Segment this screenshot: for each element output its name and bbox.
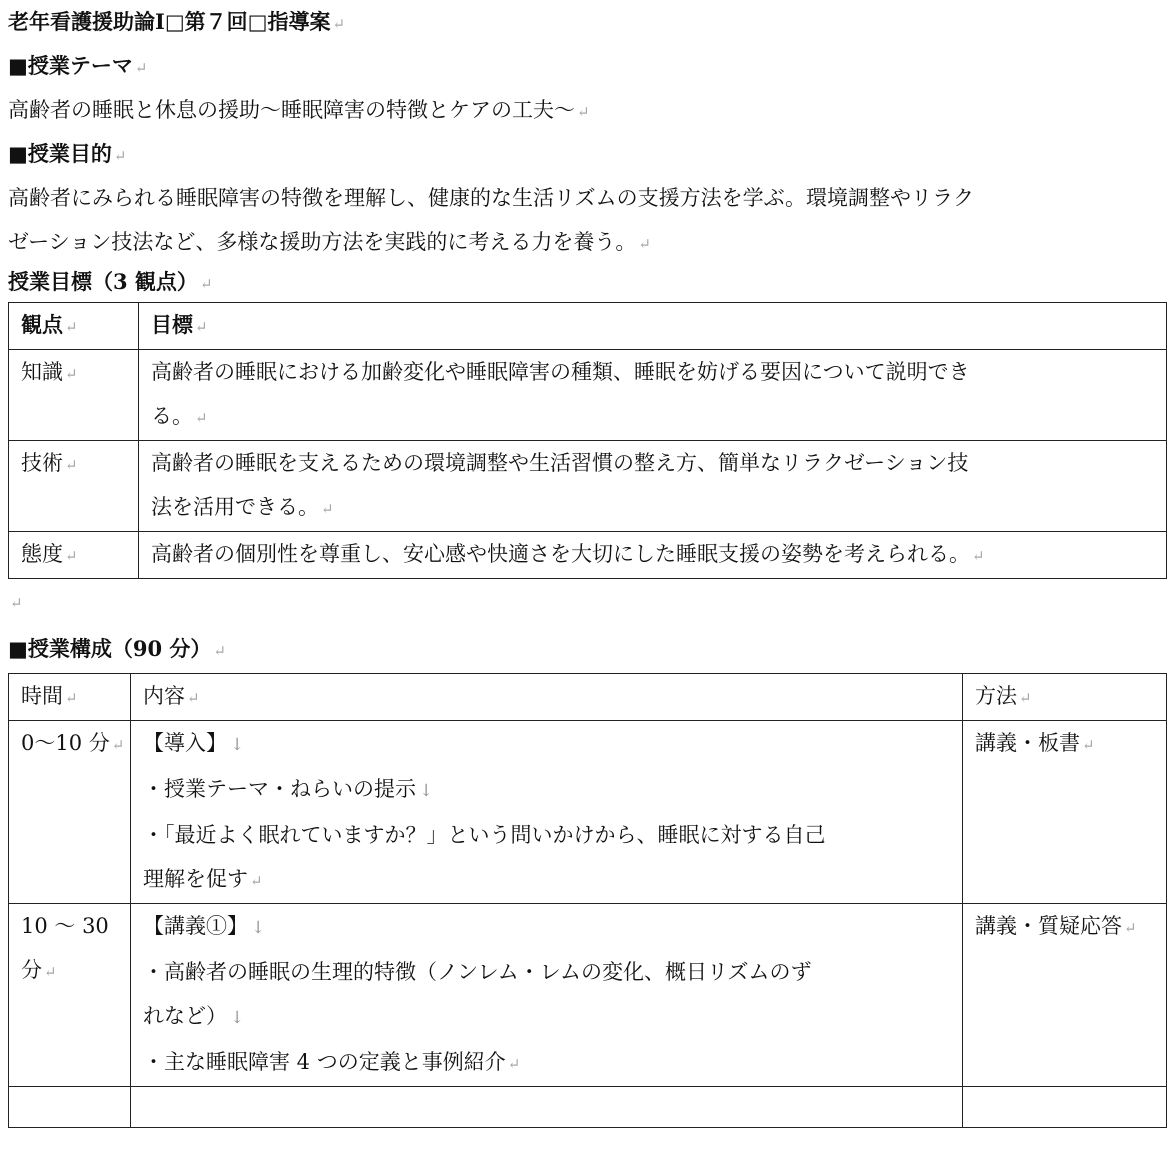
structure-header-method: 方法 ↵ (963, 674, 1167, 721)
paragraph-mark: ↵ (638, 235, 651, 253)
paragraph-mark: ↵ (213, 642, 226, 660)
theme-heading (8, 44, 1174, 88)
goal-text-cell: 高齢者の睡眠を支えるための環境調整や生活習慣の整え方、簡単なリラクゼーション技 法を活用できる。 ↵ (139, 441, 1167, 532)
theme-heading-text: ■授業テーマ (8, 53, 133, 78)
structure-method-cell: 講義・質疑応答 ↵ (963, 904, 1167, 1087)
paragraph-mark: ↵ (332, 15, 346, 33)
structure-method-cell: 講義・板書 ↵ (963, 721, 1167, 904)
empty-paragraph: ↵ (10, 594, 23, 612)
paragraph-mark: ↵ (199, 275, 213, 293)
paragraph-mark: ↵ (577, 103, 590, 121)
document-title (8, 0, 1174, 44)
structure-heading-text: ■授業構成（90 分） (8, 636, 212, 661)
structure-content-cell: 【導入】 ↓ ・授業テーマ・ねらいの提示 ↓ ・「最近よく眠れていますか？」という問いかけから、睡眠に対する自己 理解を促す ↵ (131, 721, 963, 904)
structure-heading (8, 627, 1174, 671)
goals-header-row (9, 303, 1167, 350)
table-row (9, 904, 1167, 1087)
goal-text-cell: 高齢者の個別性を尊重し、安心感や快適さを大切にした睡眠支援の姿勢を考えられる。 ↵ (139, 532, 1167, 579)
theme-text (8, 88, 1174, 132)
goals-heading-text: 授業目標（3 観点） (8, 269, 198, 294)
purpose-text-line-2 (8, 220, 1174, 264)
title-text: 老年看護援助論Ⅰ□第７回□指導案 (8, 9, 331, 34)
goal-text-cell: 高齢者の睡眠における加齢変化や睡眠障害の種類、睡眠を妨げる要因について説明でき る。 ↵ (139, 350, 1167, 441)
structure-header-row (9, 674, 1167, 721)
structure-header-time: 時間 ↵ (9, 674, 131, 721)
structure-table (8, 673, 1167, 1128)
theme-text-body: 高齢者の睡眠と休息の援助〜睡眠障害の特徴とケアの工夫〜 (8, 98, 575, 122)
structure-content-cell: 【講義①】 ↓ ・高齢者の睡眠の生理的特徴（ノンレム・レムの変化、概日リズムのず れなど） ↓ ・主な睡眠障害 4 つの定義と事例紹介 ↵ (131, 904, 963, 1087)
purpose-text-2: ゼーション技法など、多様な援助方法を実践的に考える力を養う。 (8, 230, 637, 254)
structure-time-cell: 10 〜 30 分 ↵ (9, 904, 131, 1087)
table-row (9, 1087, 1167, 1128)
structure-content-cell (131, 1087, 963, 1128)
structure-time-cell: 0〜10 分 ↵ (9, 721, 131, 904)
structure-method-cell (963, 1087, 1167, 1128)
goal-aspect-cell: 技術 ↵ (9, 441, 139, 532)
goal-aspect-cell: 知識 ↵ (9, 350, 139, 441)
paragraph-mark: ↵ (134, 59, 148, 77)
paragraph-mark: ↵ (113, 147, 127, 165)
goals-header-aspect: 観点 ↵ (9, 303, 139, 350)
goals-header-goal: 目標 ↵ (139, 303, 1167, 350)
purpose-heading-text: ■授業目的 (8, 141, 112, 166)
table-row (9, 441, 1167, 532)
structure-time-cell (9, 1087, 131, 1128)
purpose-heading (8, 132, 1174, 176)
table-row (9, 532, 1167, 579)
purpose-text-line-1 (8, 176, 1174, 220)
goals-table (8, 302, 1167, 579)
purpose-text-1: 高齢者にみられる睡眠障害の特徴を理解し、健康的な生活リズムの支援方法を学ぶ。環境調整やリラク (8, 186, 974, 210)
table-row (9, 721, 1167, 904)
table-row (9, 350, 1167, 441)
goals-heading (8, 264, 1174, 300)
goal-aspect-cell: 態度 ↵ (9, 532, 139, 579)
document-page (8, 0, 1174, 1128)
structure-header-content: 内容 ↵ (131, 674, 963, 721)
